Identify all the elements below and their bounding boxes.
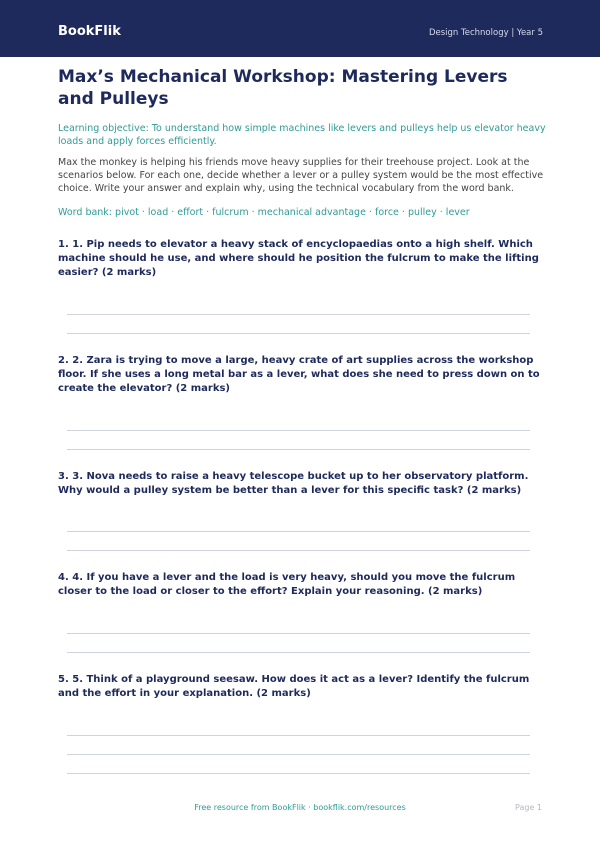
- answer-line[interactable]: [67, 652, 530, 653]
- answer-line[interactable]: [67, 449, 530, 450]
- answer-line[interactable]: [67, 531, 530, 532]
- word-bank: Word bank: pivot · load · effort · fulcrum · mechanical advantage · force · pulley · lever: [58, 207, 470, 218]
- answer-line[interactable]: [67, 735, 530, 736]
- intro-paragraph: Max the monkey is helping his friends move heavy supplies for their treehouse project. Look at the scenarios below. For each one, decide whether a lever or a pulley system would be the most effective choice. Write your answer and explain why, using the technical vocabulary from the word bank.: [58, 157, 544, 194]
- brand-logo[interactable]: BookFlik: [58, 24, 121, 39]
- question-4: 4. 4. If you have a lever and the load is very heavy, should you move the fulcrum closer to the load or closer to the effort? Explain your reasoning. (2 marks): [58, 572, 516, 597]
- header-bar: [0, 0, 600, 57]
- answer-line[interactable]: [67, 754, 530, 755]
- page-number: Page 1: [515, 803, 542, 812]
- answer-line[interactable]: [67, 633, 530, 634]
- subject-label: Design Technology | Year 5: [428, 28, 543, 38]
- answer-line[interactable]: [67, 333, 530, 334]
- answer-line[interactable]: [67, 314, 530, 315]
- question-2: 2. 2. Zara is trying to move a large, heavy crate of art supplies across the workshop floor. If she uses a long metal bar as a lever, what does she need to press down on to create the elevator? (2 marks): [58, 355, 540, 394]
- page-title: Max’s Mechanical Workshop: Mastering Levers and Pulleys: [58, 67, 508, 109]
- question-3: 3. 3. Nova needs to raise a heavy telescope bucket up to her observatory platform. Why would a pulley system be better than a lever for this specific task? (2 marks): [58, 471, 529, 496]
- answer-line[interactable]: [67, 430, 530, 431]
- question-5: 5. 5. Think of a playground seesaw. How does it act as a lever? Identify the fulcrum and the effort in your explanation. (2 marks): [58, 674, 530, 699]
- footer-link[interactable]: Free resource from BookFlik · bookflik.com/resources: [194, 803, 406, 812]
- answer-line[interactable]: [67, 550, 530, 551]
- learning-objective: Learning objective: To understand how simple machines like levers and pulleys help us elevator heavy loads and apply forces efficiently.: [58, 123, 546, 147]
- answer-line[interactable]: [67, 773, 530, 774]
- question-1: 1. 1. Pip needs to elevator a heavy stack of encyclopaedias onto a high shelf. Which machine should he use, and where should he position the fulcrum to make the lifting easier? (2 marks): [58, 239, 539, 278]
